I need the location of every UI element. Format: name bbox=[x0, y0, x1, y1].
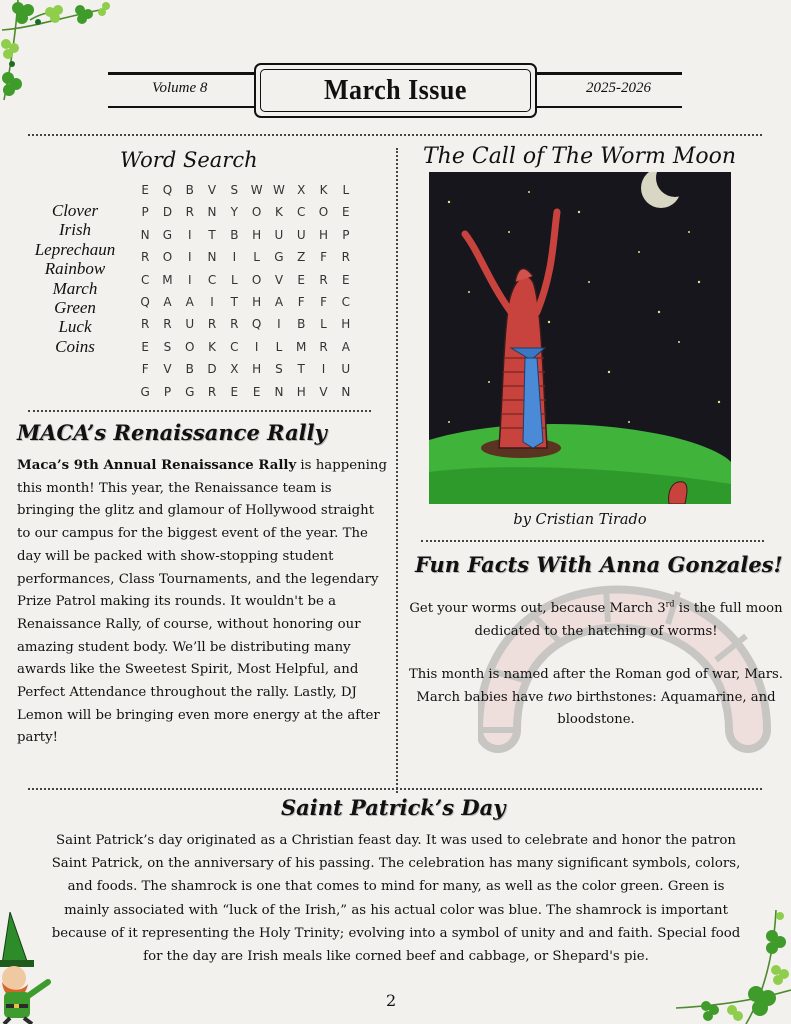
grid-letter: B bbox=[230, 227, 239, 242]
grid-letter: T bbox=[230, 294, 238, 309]
grid-letter: E bbox=[141, 339, 149, 354]
worm-moon-heading: The Call of The Worm Moon bbox=[423, 144, 737, 169]
grid-letter: N bbox=[207, 205, 217, 220]
grid-letter: A bbox=[185, 294, 194, 309]
grid-letter: G bbox=[185, 384, 195, 399]
grid-letter: G bbox=[274, 250, 284, 265]
rally-text: is happening this month! This year, the Renaissance team is bringing the glitz and glamour of Hollywood straight to our campus for the biggest event of the year. The day will be packed with show-stopping student performances, Class Tournaments, and the legendary Prize Patrol making its rounds. It wouldn't be a Renaissance Rally, of course, without honoring our amazing student body. We’ll be distributing many awards like the Sweetest Spirit, Most Helpful, and Perfect Attendance throughout the rally. Lastly, DJ Lemon will be bringing even more energy at the after party! bbox=[17, 458, 387, 746]
grid-letter: H bbox=[296, 384, 306, 399]
word-list-item: Leprechaun bbox=[34, 239, 116, 259]
word-list-item: Irish bbox=[58, 220, 92, 240]
grid-letter: Q bbox=[140, 294, 150, 309]
grid-letter: W bbox=[250, 183, 263, 197]
issue-title-box bbox=[254, 63, 537, 118]
word-list-item: Luck bbox=[58, 317, 92, 337]
grid-letter: I bbox=[232, 250, 237, 265]
grid-letter: K bbox=[208, 339, 216, 354]
header-rule bbox=[108, 106, 256, 108]
grid-letter: E bbox=[252, 384, 261, 399]
issue-title: March Issue bbox=[324, 74, 467, 106]
word-list-item: Green bbox=[54, 298, 96, 318]
school-year-label: 2025-2026 bbox=[586, 80, 651, 96]
grid-letter: R bbox=[207, 317, 217, 332]
grid-letter: K bbox=[274, 205, 283, 220]
fact-text: March babies have bbox=[416, 689, 548, 705]
grid-letter: O bbox=[318, 205, 329, 220]
fun-facts-heading: Fun Facts With Anna Gonzales! bbox=[415, 552, 783, 577]
grid-letter: E bbox=[297, 272, 306, 287]
grid-letter: A bbox=[274, 294, 284, 309]
word-list-item: Rainbow bbox=[44, 259, 106, 279]
grid-letter: R bbox=[185, 205, 194, 220]
grid-letter: C bbox=[140, 272, 150, 287]
fact-text: is the full moon dedicated to the hatching of worms! bbox=[474, 601, 783, 639]
grid-letter: P bbox=[342, 227, 350, 242]
grid-letter: Z bbox=[297, 250, 306, 265]
grid-letter: T bbox=[208, 227, 216, 242]
grid-letter: M bbox=[162, 272, 173, 287]
grid-letter: O bbox=[185, 339, 195, 354]
word-list-item: March bbox=[52, 278, 98, 298]
grid-letter: Q bbox=[162, 183, 173, 197]
grid-letter: V bbox=[163, 362, 172, 377]
grid-letter: V bbox=[274, 272, 284, 287]
grid-letter: I bbox=[210, 294, 214, 309]
grid-letter: L bbox=[342, 183, 350, 197]
grid-letter: F bbox=[320, 250, 327, 265]
grid-letter: R bbox=[341, 250, 350, 265]
grid-letter: E bbox=[342, 272, 350, 287]
fact-emphasis: two bbox=[547, 689, 573, 705]
grid-letter: W bbox=[272, 183, 285, 197]
fun-facts-text bbox=[408, 598, 784, 732]
grid-letter: S bbox=[230, 183, 239, 197]
grid-letter: I bbox=[187, 227, 192, 242]
word-list-item: Coins bbox=[55, 336, 95, 356]
section-divider bbox=[421, 540, 764, 542]
grid-letter: Y bbox=[230, 205, 238, 220]
grid-letter: A bbox=[341, 339, 350, 354]
grid-letter: U bbox=[296, 227, 306, 242]
saint-patrick-heading: Saint Patrick’s Day bbox=[281, 795, 506, 820]
shamrock-corner-bottom-right-icon bbox=[676, 910, 791, 1024]
fact-text: birthstones: Aquamarine, and bloodstone. bbox=[557, 689, 776, 727]
grid-letter: P bbox=[141, 205, 149, 220]
grid-letter: R bbox=[207, 384, 217, 399]
grid-letter: L bbox=[320, 317, 327, 332]
grid-letter: G bbox=[162, 227, 173, 242]
grid-letter: N bbox=[207, 250, 217, 265]
page-number: 2 bbox=[386, 991, 397, 1010]
fact-text: Get your worms out, because March 3 bbox=[409, 601, 666, 616]
section-divider bbox=[28, 134, 762, 136]
word-list bbox=[22, 201, 128, 356]
rally-lead: Maca’s 9th Annual Renaissance Rally bbox=[17, 458, 297, 473]
grid-letter: C bbox=[297, 205, 306, 220]
fact-ordinal: rd bbox=[665, 599, 675, 609]
header-rule bbox=[108, 72, 256, 75]
grid-letter: R bbox=[230, 317, 239, 332]
header-rule bbox=[536, 106, 682, 108]
grid-letter: L bbox=[253, 250, 260, 265]
grid-letter: F bbox=[297, 294, 305, 309]
grid-letter: H bbox=[252, 362, 262, 377]
grid-letter: N bbox=[341, 384, 351, 399]
grid-letter: D bbox=[162, 205, 173, 220]
grid-letter: H bbox=[341, 317, 351, 332]
grid-letter: Q bbox=[251, 317, 262, 332]
header-rule bbox=[536, 72, 682, 75]
grid-letter: H bbox=[252, 294, 262, 309]
grid-letter: V bbox=[207, 183, 217, 197]
grid-letter: H bbox=[252, 227, 262, 242]
grid-letter: N bbox=[140, 227, 150, 242]
grid-letter: B bbox=[297, 317, 306, 332]
grid-letter: R bbox=[140, 317, 150, 332]
grid-letter: A bbox=[163, 294, 172, 309]
grid-letter: X bbox=[230, 362, 239, 377]
grid-letter: O bbox=[162, 250, 173, 265]
grid-letter: E bbox=[342, 205, 350, 220]
saint-patrick-text: Saint Patrick’s day originated as a Christian feast day. It was used to celebrate and honor the patron Saint Patrick, on the anniversary of his passing. The celebration has many significant symbols, colors, and foods. The shamrock is one that comes to mind for many, as well as the color green. Green is mainly associated with “luck of the Irish,” as his actual color was blue. The shamrock is important because of it representing the Holy Trinity; evolving into a symbol of unity and and faith. Special food for the day are Irish meals like corned beef and cabbage, or Shepard's pie. bbox=[51, 833, 741, 965]
rally-heading: MACA’s Renaissance Rally bbox=[17, 420, 327, 445]
grid-letter: F bbox=[141, 362, 149, 377]
grid-letter: L bbox=[230, 272, 238, 287]
grid-letter: R bbox=[163, 317, 172, 332]
volume-label: Volume 8 bbox=[152, 80, 208, 96]
leprechaun-icon bbox=[0, 912, 56, 1024]
grid-letter: R bbox=[319, 272, 328, 287]
grid-letter: H bbox=[319, 227, 329, 242]
grid-letter: T bbox=[297, 362, 305, 377]
section-divider bbox=[28, 410, 371, 412]
grid-letter: U bbox=[274, 227, 284, 242]
grid-letter: C bbox=[230, 339, 239, 354]
section-divider bbox=[28, 788, 762, 790]
shamrock-corner-top-left-icon bbox=[0, 0, 112, 112]
worm-moon-illustration bbox=[429, 172, 731, 504]
column-divider bbox=[396, 148, 398, 793]
illustration-credit: by Cristian Tirado bbox=[513, 512, 647, 528]
word-search-heading: Word Search bbox=[120, 148, 258, 172]
grid-letter: S bbox=[163, 339, 172, 354]
grid-letter: I bbox=[187, 250, 192, 265]
word-search-grid bbox=[134, 179, 357, 403]
grid-letter: N bbox=[274, 384, 284, 399]
grid-letter: V bbox=[319, 384, 328, 399]
grid-letter: M bbox=[296, 339, 307, 354]
grid-letter: I bbox=[277, 317, 281, 332]
grid-letter: C bbox=[341, 294, 351, 309]
grid-letter: U bbox=[185, 317, 195, 332]
rally-article bbox=[17, 455, 391, 750]
fact-text: This month is named after the Roman god of war, Mars. bbox=[409, 667, 783, 682]
grid-letter: L bbox=[275, 339, 283, 354]
grid-letter: B bbox=[185, 362, 194, 377]
grid-letter: X bbox=[297, 183, 306, 197]
grid-letter: D bbox=[207, 362, 217, 377]
grid-letter: B bbox=[185, 183, 194, 197]
grid-letter: E bbox=[230, 384, 239, 399]
grid-letter: C bbox=[207, 272, 217, 287]
grid-letter: I bbox=[187, 272, 192, 287]
grid-letter: R bbox=[140, 250, 150, 265]
grid-letter: O bbox=[251, 272, 262, 287]
grid-letter: K bbox=[319, 183, 328, 197]
word-list-item: Clover bbox=[51, 201, 99, 220]
grid-letter: G bbox=[140, 384, 150, 399]
grid-letter: R bbox=[319, 339, 328, 354]
grid-letter: E bbox=[141, 183, 149, 197]
grid-letter: I bbox=[321, 362, 326, 377]
grid-letter: S bbox=[275, 362, 283, 377]
grid-letter: F bbox=[320, 294, 327, 309]
grid-letter: P bbox=[163, 384, 172, 399]
grid-letter: U bbox=[341, 362, 351, 377]
grid-letter: O bbox=[251, 205, 262, 220]
grid-letter: I bbox=[254, 339, 259, 354]
